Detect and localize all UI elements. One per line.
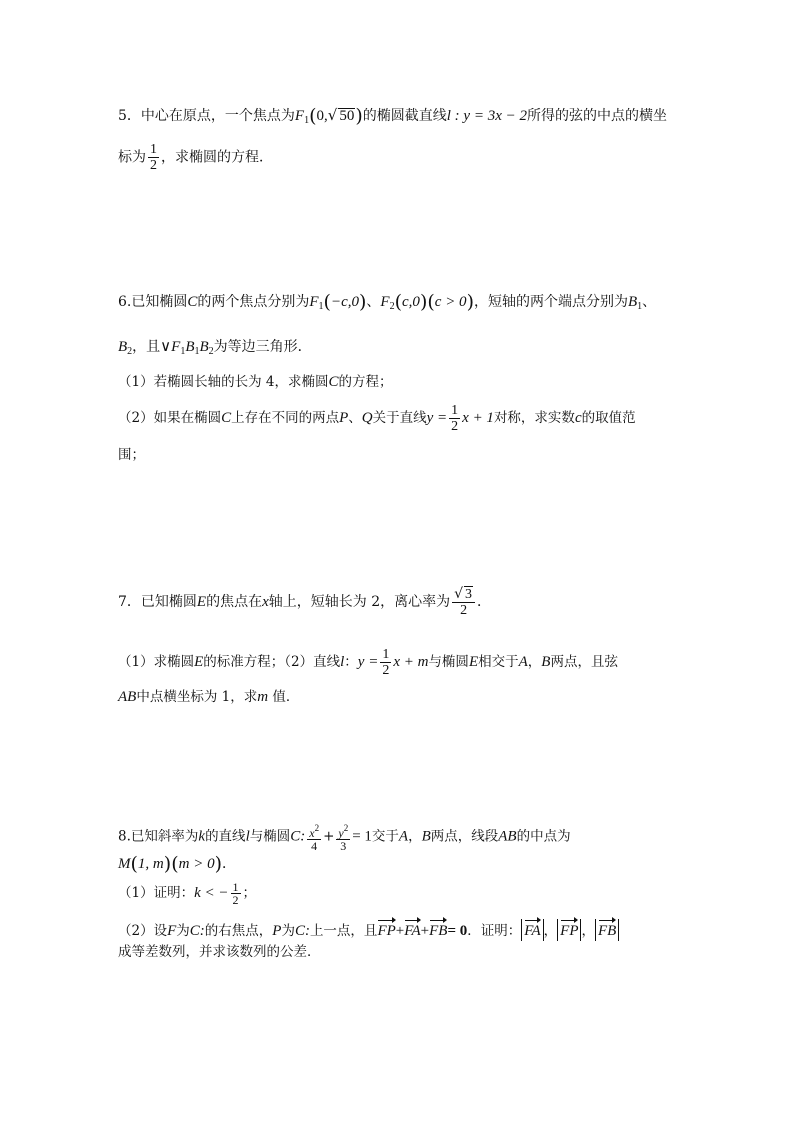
p6-text-d: 、 (642, 294, 657, 310)
problem-8-q2-line-2 (118, 946, 321, 960)
p8-half-den: 2 (232, 893, 239, 907)
p7-q1-E: E (194, 654, 204, 670)
p8-y-exp: 2 (343, 823, 349, 833)
p6-text-a: 6.已知椭圆 (118, 294, 188, 310)
p6-b2 (118, 339, 132, 355)
problem-7-line-2 (118, 647, 618, 678)
problem-6-q1 (118, 375, 393, 390)
p6-q1-C: C (328, 374, 339, 390)
p5-text-b: 的椭圆截直线 (362, 108, 447, 124)
vector-arrow-icon-fp: FP (377, 919, 395, 938)
p8-Mc-lparen: ( (171, 853, 179, 875)
problem-8-q2-line-1 (118, 919, 619, 941)
p6-text-e: ，且 (132, 339, 161, 355)
p5-lparen: ( (309, 105, 317, 127)
problem-5-line-1 (118, 107, 667, 126)
p6-triangle (160, 339, 214, 355)
p6-b2-letter: B (118, 339, 128, 355)
p6-y-eq: y = (426, 410, 448, 426)
vector-arrow-icon-abs-fp: FP (560, 919, 578, 938)
p6-sep: 、 (366, 294, 381, 310)
p6-tri-b: B (185, 339, 195, 355)
p8-M-lparen: ( (130, 853, 138, 875)
p6-q2c: 、 (348, 410, 362, 426)
problem-8-q1 (118, 881, 256, 906)
p7-A: A (518, 654, 528, 670)
p8-M-letter: M (118, 856, 131, 872)
p6-b1-sub: 1 (637, 301, 643, 312)
p6-tri-f: ∨F (160, 339, 181, 355)
p8-A: A (398, 828, 409, 845)
p7-y-eq: y = (357, 654, 379, 670)
p8-q2-C: C: (189, 923, 205, 939)
problem-6-line-2 (118, 340, 312, 357)
p8-P: P (272, 923, 282, 939)
p6-f2-letter: F (380, 294, 390, 310)
p6-f1-lparen: ( (323, 291, 331, 313)
p5-rparen: ) (355, 105, 363, 127)
p6-text-c: ，短轴的两个端点分别为 (473, 294, 628, 310)
p8-M-coord: 1, m (137, 856, 164, 872)
p8-q3: 成等差数列，并求该数列的公差． (118, 944, 321, 960)
p8-text-e: 两点，线段 (430, 828, 499, 845)
p7-x-m: x + m (393, 654, 429, 670)
p5-focus-x: 0, (316, 108, 328, 124)
p5-half-fraction (148, 142, 159, 173)
p8-k: k (198, 828, 206, 845)
p7-q2d: 中点横坐标为 1，求 (136, 689, 258, 705)
p6-cond-lparen: ( (427, 291, 435, 313)
problem-8-line-2 (118, 855, 236, 874)
p8-y-fraction (336, 822, 350, 852)
p8-abs-fb (595, 919, 619, 941)
p6-q2e: 对称，求实数 (493, 410, 575, 426)
p7-e-den: 2 (460, 603, 468, 618)
problem-5-line-2 (118, 142, 273, 173)
p8-q2g-2: ， (581, 923, 595, 939)
p6-x-plus: x + 1 (462, 410, 494, 426)
p7-B: B (541, 654, 551, 670)
p5-half-num: 1 (150, 142, 157, 157)
p8-text-b: 的直线 (205, 828, 246, 845)
p8-half-fraction (231, 881, 241, 906)
p6-f2-lparen: ( (394, 291, 403, 313)
p5-text-c: 所得的弦的中点的横坐 (526, 108, 667, 124)
p7-frac-den: 2 (382, 663, 390, 678)
p6-C: C (187, 294, 198, 310)
p7-frac-num: 1 (382, 647, 390, 662)
p8-abs-fa (521, 919, 543, 941)
vector-arrow-icon-abs-fb: FB (598, 919, 616, 938)
p6-tri-s3: 2 (208, 346, 214, 357)
p8-q2-C2: C: (294, 923, 310, 939)
p7-q2e: 值． (268, 689, 300, 705)
problem-6-q2-line-1 (118, 403, 636, 434)
vector-arrow-icon-fb: FB (429, 919, 447, 938)
p7-x: x (262, 594, 269, 610)
p7-comma: ， (527, 654, 542, 670)
p6-q1a: （1）若椭圆长轴的长为 4，求椭圆 (118, 374, 329, 390)
p6-cond-rparen: ) (466, 291, 474, 313)
p6-q2b: 上存在不同的两点 (231, 410, 340, 426)
p6-f2-sub: 2 (389, 301, 395, 312)
p8-half-num: 1 (232, 880, 239, 894)
p8-q2b: 为 (176, 923, 190, 939)
p6-q1b: 的方程； (338, 374, 393, 390)
p7-fraction (380, 647, 391, 678)
p8-text-d: 交于 (371, 828, 399, 845)
p8-C: C: (290, 828, 306, 845)
p6-text-f: 为等边三角形． (213, 339, 312, 355)
p6-P: P (339, 410, 349, 426)
p7-E: E (196, 594, 207, 610)
p7-text-a: 7．已知椭圆 (118, 594, 197, 610)
p8-q2c: 的右焦点， (204, 923, 273, 939)
p8-q1a: （1）证明： (118, 885, 195, 901)
problem-7-line-3 (118, 690, 299, 705)
p8-x: x (309, 826, 315, 840)
p8-q2f: ．证明： (467, 923, 522, 939)
p5-half-den: 2 (150, 158, 157, 173)
p8-M (118, 853, 222, 875)
p8-x-exp: 2 (314, 823, 320, 833)
p6-cond: c > 0 (434, 294, 467, 310)
p5-focus-letter: F (294, 108, 305, 124)
p8-y-num (336, 822, 350, 840)
sqrt-icon: √ (327, 106, 338, 124)
p6-text-b: 的两个焦点分别为 (197, 294, 310, 310)
p6-f2-rparen: ) (419, 291, 428, 313)
p7-q2b: 相交于 (478, 654, 519, 670)
sqrt-icon: √ (454, 586, 464, 602)
p8-comma: ， (408, 828, 422, 845)
p6-q2-C: C (221, 410, 232, 426)
p8-plus-2: + (420, 923, 430, 939)
problem-6-line-1 (118, 293, 656, 312)
p7-e-num (452, 586, 475, 603)
p8-q2a: （2）设 (118, 923, 168, 939)
p6-tri-b2: B (199, 339, 209, 355)
p7-colon: ： (344, 654, 358, 670)
vector-arrow-icon-abs-fa: FA (524, 919, 540, 938)
p7-AB: AB (118, 689, 137, 705)
p5-focus-sub: 1 (304, 115, 310, 126)
p6-f2 (380, 291, 474, 313)
p7-q2a: 与椭圆 (428, 654, 469, 670)
p6-c-var: c (574, 410, 582, 426)
p8-vector-sum (377, 923, 467, 939)
p7-e-root: 3 (465, 587, 473, 602)
p5-text-e: ，求椭圆的方程． (161, 149, 273, 166)
p8-q2g-1: ， (543, 923, 558, 939)
p8-plus: + (323, 828, 335, 845)
p8-l: l (245, 828, 250, 845)
p8-text-a: 8.已知斜率为 (118, 828, 199, 845)
p6-f1-coord: −c,0 (330, 294, 359, 310)
p5-focus-root: 50 (339, 108, 355, 124)
p8-plus-1: + (395, 923, 405, 939)
p8-M-rparen: ) (163, 853, 172, 875)
p8-zero: = 0 (447, 923, 468, 939)
p8-abs-fp (557, 919, 581, 941)
problem-7-line-1 (118, 586, 491, 618)
p6-frac-den: 2 (451, 419, 459, 434)
p8-text-g: ． (222, 856, 236, 872)
p6-tri-s2: 1 (194, 346, 200, 357)
p7-q1: （1）求椭圆 (118, 654, 195, 670)
p6-q2a: （2）如果在椭圆 (118, 410, 222, 426)
p8-AB: AB (498, 828, 517, 845)
p6-f1-sub: 1 (318, 301, 324, 312)
p7-q2c: 两点，且弦 (550, 654, 618, 670)
p6-f1 (309, 291, 367, 313)
p8-F: F (167, 923, 177, 939)
p6-b1-letter: B (627, 294, 638, 310)
p7-text-c: 轴上，短轴长为 2，离心率为 (268, 594, 451, 610)
p8-q2d: 为 (281, 923, 295, 939)
p7-q1b: 的标准方程；（2）直线 (203, 654, 341, 670)
p6-frac-num: 1 (451, 403, 459, 418)
p6-f1-letter: F (309, 294, 319, 310)
p6-f2-coord: c,0 (402, 294, 420, 310)
p8-y-den: 3 (340, 839, 347, 853)
p8-M-cond: m > 0 (178, 856, 215, 872)
p5-text-a: 5．中心在原点，一个焦点为 (118, 108, 295, 124)
p8-q2e: 上一点，且 (309, 923, 378, 939)
p6-tri-s1: 1 (180, 346, 186, 357)
p8-k-lt: k < − (194, 885, 229, 901)
p6-b1 (628, 294, 642, 310)
p7-l: l (340, 654, 345, 670)
p8-B: B (421, 828, 431, 845)
p7-eccentricity (452, 586, 475, 618)
problem-6-q2-line-2 (118, 449, 145, 463)
p7-text-b: 的焦点在 (206, 594, 263, 610)
p6-q2d: 关于直线 (372, 410, 427, 426)
problem-8-line-1 (118, 822, 571, 852)
p5-line-eq: l : y = 3x − 2 (446, 108, 527, 124)
p6-f1-rparen: ) (359, 291, 367, 313)
p6-Q: Q (361, 410, 373, 426)
p8-x-den: 4 (311, 839, 318, 853)
p8-x-fraction (307, 822, 321, 852)
p6-q2f: 的取值范 (581, 410, 636, 426)
p8-eq1: = 1 (352, 828, 372, 845)
p8-text-f: 的中点为 (516, 828, 571, 845)
p8-Mc-rparen: ) (214, 853, 222, 875)
p7-m: m (257, 689, 269, 705)
p8-x-num (307, 822, 321, 840)
p6-b2-sub: 2 (127, 346, 133, 357)
p8-y: y (338, 826, 344, 840)
p8-q1b: ； (242, 885, 256, 901)
p6-q2g: 围； (118, 447, 145, 463)
vector-arrow-icon-fa: FA (404, 919, 420, 938)
p5-text-d: 标为 (118, 149, 146, 166)
p7-text-d: ． (477, 594, 492, 610)
p5-focus (294, 105, 363, 127)
p6-fraction (449, 403, 460, 434)
p7-q2-E: E (468, 654, 479, 670)
p8-text-c: 与椭圆 (249, 828, 291, 845)
